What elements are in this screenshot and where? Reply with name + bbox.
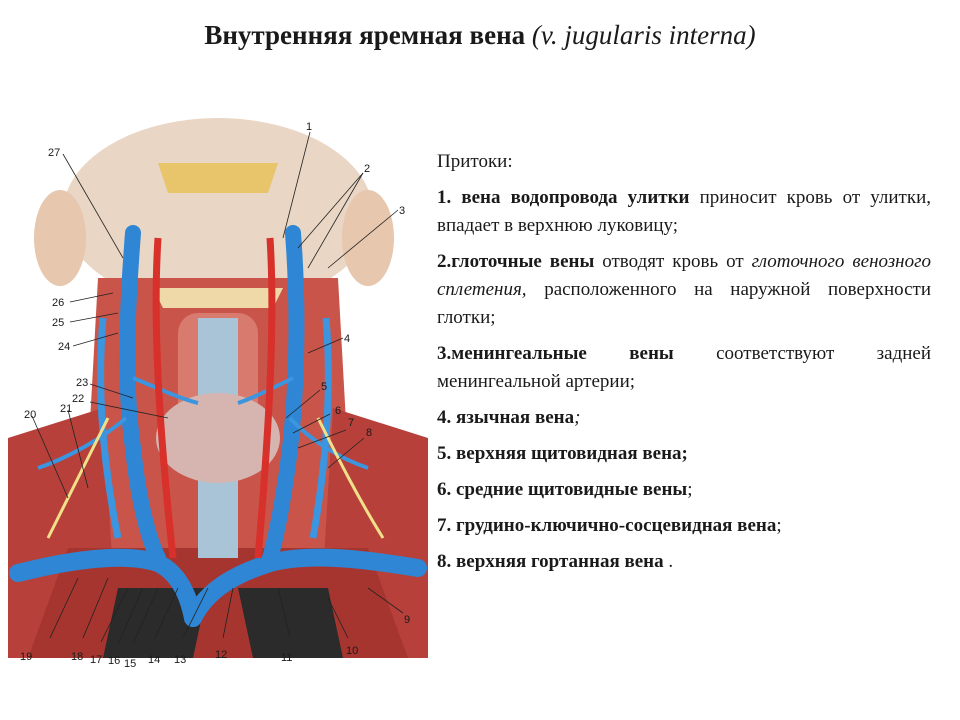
- tributary-item-4: [437, 404, 931, 432]
- tributary-item-2-text2: расположенного на наружной поверхности глотки;: [437, 279, 932, 328]
- tributary-item-8-tail: .: [668, 551, 674, 572]
- tributary-item-5: [437, 440, 931, 468]
- tributary-item-7-tail: ;: [776, 515, 782, 536]
- tributary-item-3-text: соответствуют задней менингеальной артерии;: [437, 343, 932, 392]
- tributary-item-4-name: 4. язычная вена: [437, 407, 575, 428]
- tributary-item-4-tail: ;: [574, 407, 581, 428]
- tributary-item-1-text: приносит кровь от улитки, впадает в верхнюю луковицу;: [437, 187, 931, 236]
- label-11: 11: [281, 652, 293, 664]
- label-23: 23: [76, 377, 89, 389]
- tributary-item-5-name: 5. верхняя щитовидная вена;: [437, 443, 688, 464]
- tributary-item-1-name: 1. вена водопровода улитки: [437, 187, 690, 208]
- label-4: 4: [344, 333, 351, 345]
- title-main: Внутренняя яремная вена: [204, 20, 526, 50]
- label-5: 5: [321, 381, 328, 393]
- label-20: 20: [24, 409, 37, 421]
- label-9: 9: [404, 614, 411, 626]
- tributary-item-1: [437, 184, 931, 240]
- label-13: 13: [174, 654, 187, 666]
- tributary-item-2: [437, 248, 931, 332]
- title-latin: (v. jugularis interna): [531, 20, 756, 50]
- tributary-item-2-italic: глоточного венозного сплетения,: [437, 251, 932, 300]
- page-title: [0, 20, 960, 51]
- tributary-item-6: [437, 476, 931, 504]
- label-10: 10: [346, 645, 359, 657]
- right-ear: [342, 190, 394, 286]
- label-7: 7: [348, 417, 355, 429]
- left-ear: [34, 190, 86, 286]
- thoracic-cavity-right: [238, 588, 343, 658]
- hyoid-bone: [153, 288, 283, 308]
- tributary-item-7: [437, 512, 931, 540]
- tributaries-list: [437, 148, 931, 584]
- tributary-item-6-tail: ;: [687, 479, 693, 500]
- mandible: [158, 163, 278, 193]
- label-2: 2: [364, 163, 371, 175]
- label-12: 12: [215, 649, 228, 661]
- label-18: 18: [71, 651, 84, 663]
- label-8: 8: [366, 427, 373, 439]
- label-16: 16: [108, 655, 121, 667]
- tributaries-heading: Притоки:: [437, 151, 513, 172]
- label-19: 19: [20, 651, 33, 663]
- label-25: 25: [52, 317, 65, 329]
- tributary-item-8-name: 8. верхняя гортанная вена: [437, 551, 664, 572]
- label-21: 21: [60, 403, 73, 415]
- tributary-item-2-name: 2.глоточные вены: [437, 251, 595, 272]
- label-14: 14: [148, 654, 161, 666]
- thyroid-gland: [156, 393, 280, 483]
- label-6: 6: [335, 405, 342, 417]
- tributary-item-2-text1: отводят кровь от: [602, 251, 744, 272]
- label-15: 15: [124, 658, 137, 670]
- tributary-item-3: [437, 340, 931, 396]
- label-27: 27: [48, 147, 61, 159]
- label-17: 17: [90, 654, 103, 666]
- label-26: 26: [52, 297, 65, 309]
- neck-veins-drawing: [8, 118, 428, 673]
- tributary-item-7-name: 7. грудино-ключично-сосцевидная вена: [437, 515, 777, 536]
- tributary-item-6-name: 6. средние щитовидные вены: [437, 479, 688, 500]
- anatomy-illustration: [8, 118, 428, 673]
- label-24: 24: [58, 341, 71, 353]
- label-22: 22: [72, 393, 85, 405]
- label-3: 3: [399, 205, 406, 217]
- label-1: 1: [306, 121, 313, 133]
- tributary-item-8: [437, 548, 931, 576]
- tributary-item-3-name: 3.менингеальные вены: [437, 343, 674, 364]
